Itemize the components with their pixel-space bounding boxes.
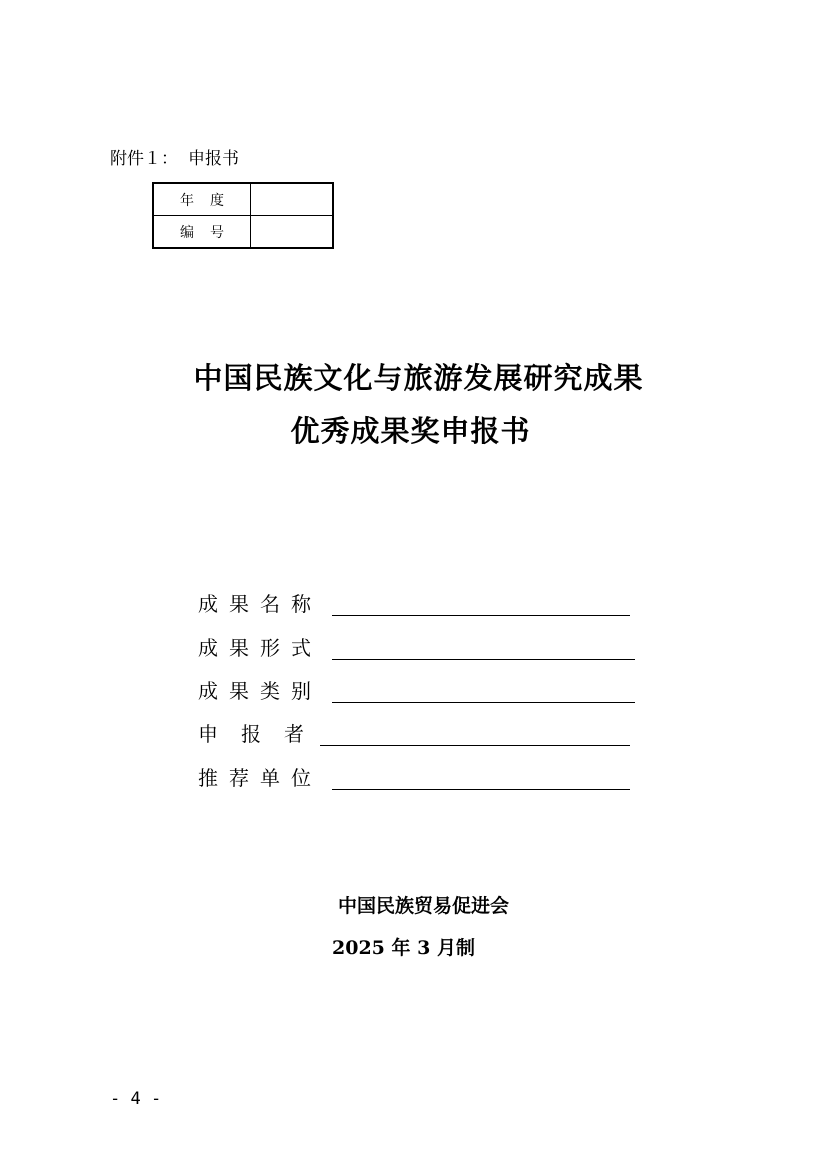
field-achievement-category bbox=[198, 673, 638, 703]
achievement-name-label: 成果名称 bbox=[198, 592, 322, 616]
field-recommending-unit bbox=[198, 760, 638, 790]
achievement-form-label: 成果形式 bbox=[198, 636, 322, 660]
recommending-unit-input-line[interactable] bbox=[332, 789, 630, 790]
number-label: 编号 bbox=[153, 216, 251, 249]
field-applicant bbox=[198, 716, 638, 746]
recommending-unit-label: 推荐单位 bbox=[198, 766, 322, 790]
meta-row-year bbox=[153, 183, 333, 216]
attachment-heading bbox=[110, 148, 239, 170]
number-value-cell[interactable] bbox=[251, 216, 334, 249]
meta-row-number bbox=[153, 216, 333, 249]
achievement-form-input-line[interactable] bbox=[332, 659, 635, 660]
field-achievement-name bbox=[198, 586, 638, 616]
year-value-cell[interactable] bbox=[251, 183, 334, 216]
attachment-name: 申报书 bbox=[188, 149, 239, 169]
meta-table bbox=[152, 182, 334, 249]
issuing-organization: 中国民族贸易促进会 bbox=[337, 895, 509, 917]
field-achievement-form bbox=[198, 630, 638, 660]
achievement-name-input-line[interactable] bbox=[332, 615, 630, 616]
page-number: - 4 - bbox=[110, 1089, 162, 1109]
achievement-category-input-line[interactable] bbox=[332, 702, 635, 703]
applicant-label: 申报者 bbox=[198, 722, 327, 746]
issue-date: 2025 年 3 月制 bbox=[332, 937, 475, 959]
attachment-prefix: 附件１： bbox=[110, 149, 178, 169]
document-title-line-1: 中国民族文化与旅游发展研究成果 bbox=[193, 361, 644, 395]
document-title-line-2: 优秀成果奖申报书 bbox=[290, 414, 531, 448]
applicant-input-line[interactable] bbox=[320, 745, 630, 746]
achievement-category-label: 成果类别 bbox=[198, 679, 322, 703]
year-label: 年度 bbox=[153, 183, 251, 216]
